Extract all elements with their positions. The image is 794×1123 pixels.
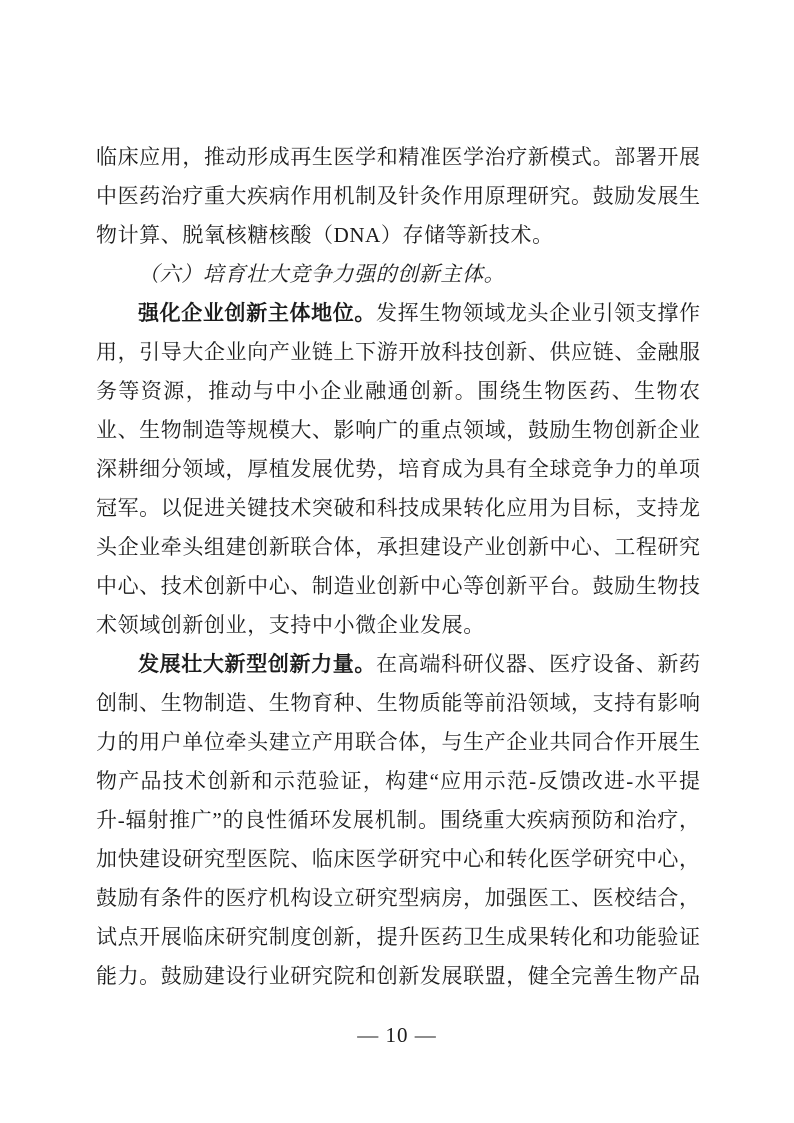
page-number: — 10 — <box>357 1023 437 1047</box>
text-line <box>96 645 700 684</box>
text-line: 中医药治疗重大疾病作用机制及针灸作用原理研究。鼓励发展生 <box>96 184 700 208</box>
text-line: 升-辐射推广”的良性循环发展机制。围绕重大疾病预防和治疗， <box>96 808 700 832</box>
lead-line-rest: 发挥生物领域龙头企业引领支撑作 <box>376 301 700 325</box>
text-line: 物计算、脱氧核糖核酸（DNA）存储等新技术。 <box>96 223 554 247</box>
text-line: 术领域创新创业，支持中小微企业发展。 <box>96 613 485 637</box>
section-item-heading-6 <box>96 255 700 294</box>
item-heading-line: （六）培育壮大竞争力强的创新主体。 <box>138 262 506 286</box>
text-line: 深耕细分领域，厚植发展优势，培育成为具有全球竞争力的单项 <box>96 457 700 481</box>
text-line: 用，引导大企业向产业链上下游开放科技创新、供应链、金融服 <box>96 340 700 364</box>
text-line: 能力。鼓励建设行业研究院和创新发展联盟，健全完善生物产品 <box>96 964 700 988</box>
text-line: 业、生物制造等规模大、影响广的重点领域，鼓励生物创新企业 <box>96 418 700 442</box>
text-line: 中心、技术创新中心、制造业创新中心等创新平台。鼓励生物技 <box>96 574 700 598</box>
paragraph-clinical-continuation <box>96 138 700 255</box>
lead-line-rest: 在高端科研仪器、医疗设备、新药 <box>376 652 700 676</box>
text-line: 头企业牵头组建创新联合体，承担建设产业创新中心、工程研究 <box>96 535 700 559</box>
text-line: 物产品技术创新和示范验证，构建“应用示范-反馈改进-水平提 <box>96 769 700 793</box>
bold-lead-strengthen-enterprise: 强化企业创新主体地位。 <box>138 302 377 325</box>
text-line: 试点开展临床研究制度创新，提升医药卫生成果转化和功能验证 <box>96 925 700 949</box>
text-line: 务等资源，推动与中小企业融通创新。围绕生物医药、生物农 <box>96 379 700 403</box>
paragraph-new-innovation-forces <box>96 645 700 996</box>
bold-lead-new-innovation-forces: 发展壮大新型创新力量。 <box>138 653 377 676</box>
text-line: 鼓励有条件的医疗机构设立研究型病房，加强医工、医校结合， <box>96 886 700 910</box>
paragraph-strengthen-enterprise <box>96 294 700 645</box>
text-line: 加快建设研究型医院、临床医学研究中心和转化医学研究中心， <box>96 847 700 871</box>
text-line <box>96 294 700 333</box>
text-line: 临床应用，推动形成再生医学和精准医学治疗新模式。部署开展 <box>96 145 700 169</box>
text-line: 力的用户单位牵头建立产用联合体，与生产企业共同合作开展生 <box>96 730 700 754</box>
document-body <box>96 138 700 996</box>
text-line: 创制、生物制造、生物育种、生物质能等前沿领域，支持有影响 <box>96 691 700 715</box>
text-line: 冠军。以促进关键技术突破和科技成果转化应用为目标，支持龙 <box>96 496 700 520</box>
